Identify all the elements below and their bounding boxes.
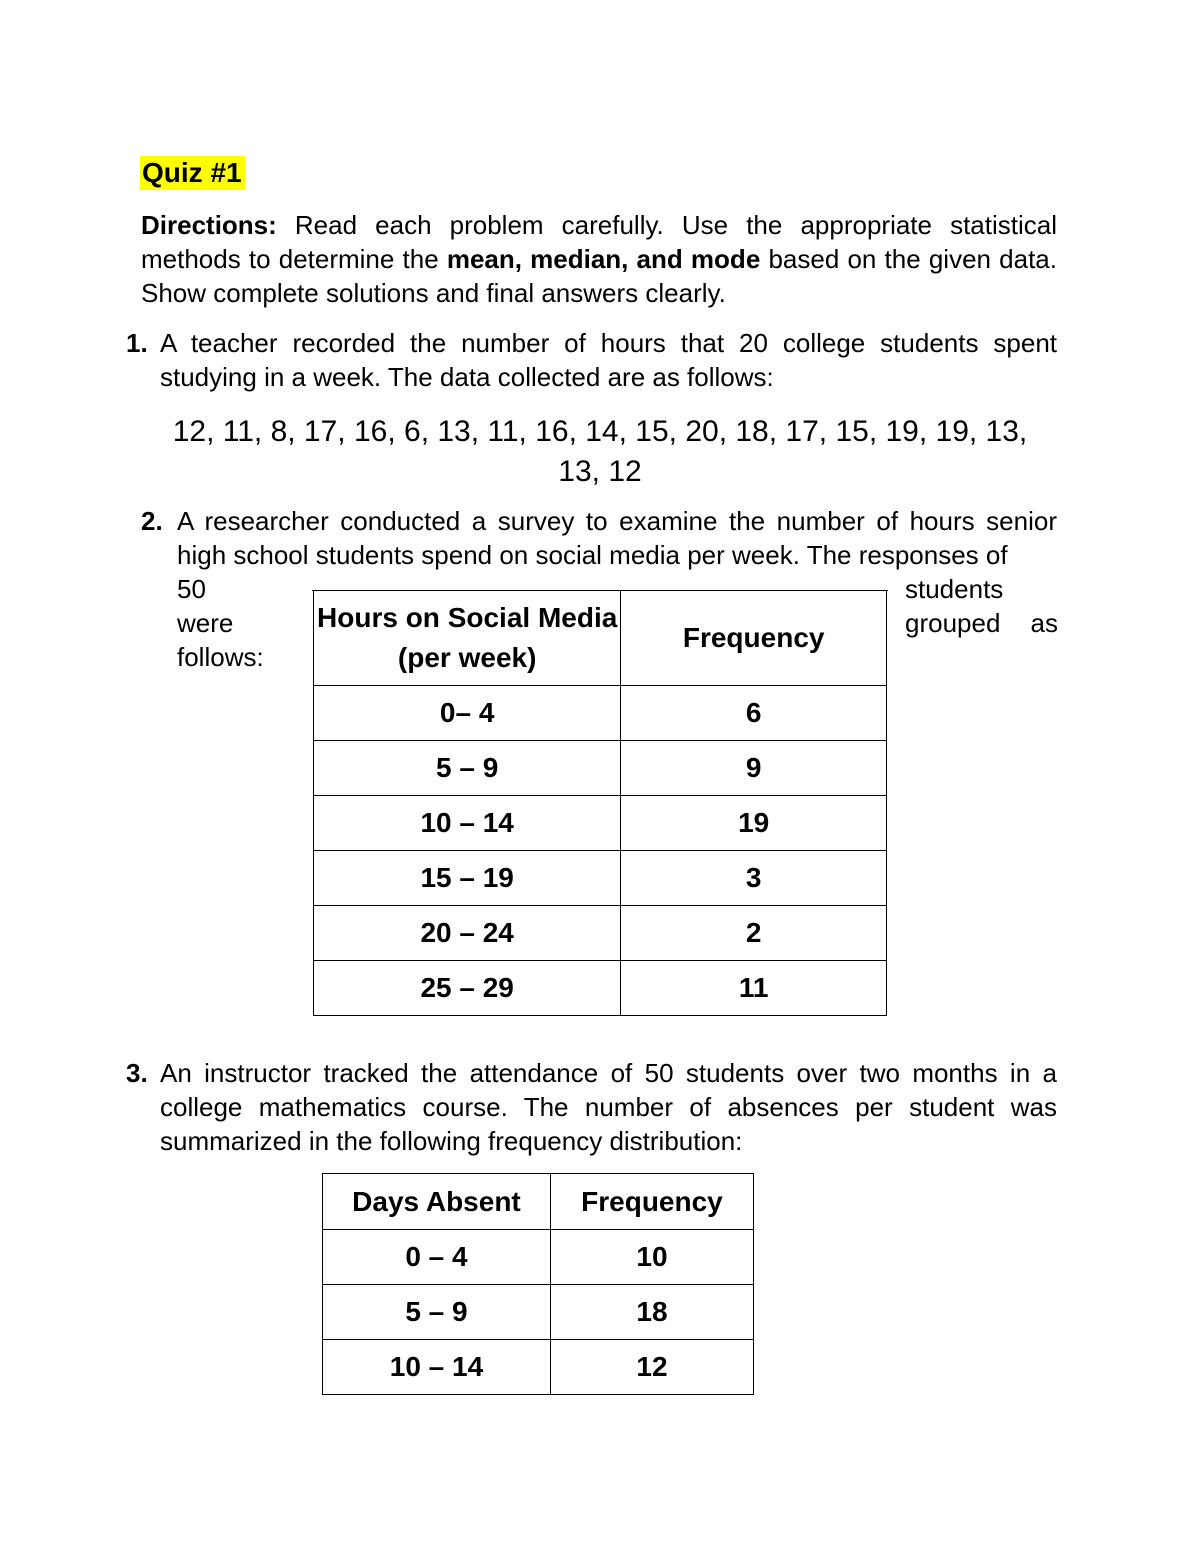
directions-text-1: Read each problem carefully. Use the appropriate statistical methods to determine the xyxy=(141,210,1057,274)
frequency-cell: 2 xyxy=(621,906,887,961)
table-row xyxy=(323,1340,754,1395)
frequency-cell: 6 xyxy=(621,686,887,741)
table-row xyxy=(314,851,887,906)
column-header-hours: Hours on Social Media (per week) xyxy=(314,591,621,686)
directions-label: Directions: xyxy=(141,210,277,240)
table-row xyxy=(323,1230,754,1285)
quiz-title: Quiz #1 xyxy=(140,156,245,190)
directions-emphasis: mean, median, and mode xyxy=(446,244,761,274)
q3-text: An instructor tracked the attendance of 50 students over two months in a college mathematics course. The number of absences per student was summarized in the following frequency distribution: xyxy=(160,1058,1057,1156)
class-interval-cell: 10 – 14 xyxy=(323,1340,551,1395)
frequency-cell: 18 xyxy=(550,1285,753,1340)
class-interval-cell: 25 – 29 xyxy=(314,961,621,1016)
frequency-cell: 12 xyxy=(550,1340,753,1395)
q2-left-word-1: 50 xyxy=(177,574,206,604)
table-row xyxy=(314,741,887,796)
class-interval-cell: 0 – 4 xyxy=(323,1230,551,1285)
column-header-days-absent: Days Absent xyxy=(323,1174,551,1230)
frequency-cell: 9 xyxy=(621,741,887,796)
class-interval-cell: 10 – 14 xyxy=(314,796,621,851)
directions-paragraph xyxy=(141,208,1057,310)
q2-wrapped-text-left xyxy=(177,572,264,674)
q1-number: 1. xyxy=(126,328,148,358)
q1-data-set xyxy=(140,412,1060,492)
q2-right-word-2: grouped xyxy=(905,608,1001,638)
frequency-cell: 11 xyxy=(621,961,887,1016)
q2-left-word-2: were xyxy=(177,608,234,638)
frequency-cell: 19 xyxy=(621,796,887,851)
table-row xyxy=(314,796,887,851)
table-header-row xyxy=(314,591,887,686)
directions-text-2: based on the given data. Show complete solutions and final answers clearly. xyxy=(141,244,1057,308)
class-interval-cell: 0– 4 xyxy=(314,686,621,741)
table-row xyxy=(314,906,887,961)
q2-right-word-3: as xyxy=(1030,608,1058,638)
q2-wrapped-text-right xyxy=(905,572,1058,640)
q2-text: A researcher conducted a survey to examine the number of hours senior high school students spend on social media per week. The responses of xyxy=(177,506,1057,570)
q1-text: A teacher recorded the number of hours that 20 college students spent studying in a week. The data collected are as follows: xyxy=(160,328,1057,392)
class-interval-cell: 5 – 9 xyxy=(314,741,621,796)
column-header-frequency: Frequency xyxy=(550,1174,753,1230)
class-interval-cell: 20 – 24 xyxy=(314,906,621,961)
class-interval-cell: 5 – 9 xyxy=(323,1285,551,1340)
frequency-cell: 3 xyxy=(621,851,887,906)
q2-number: 2. xyxy=(141,506,163,536)
q2-right-word-1: students xyxy=(905,574,1004,604)
q2-left-word-3: follows: xyxy=(177,642,264,672)
absences-frequency-table xyxy=(322,1173,754,1395)
table-row xyxy=(314,686,887,741)
q1-data-line-1: 12, 11, 8, 17, 16, 6, 13, 11, 16, 14, 15, 20, 18, 17, 15, 19, 19, 13, xyxy=(172,415,1028,448)
frequency-cell: 10 xyxy=(550,1230,753,1285)
q1-data-line-2: 13, 12 xyxy=(558,455,642,488)
table-row xyxy=(323,1285,754,1340)
social-media-frequency-table xyxy=(313,590,887,1016)
table-header-row xyxy=(323,1174,754,1230)
q3-number: 3. xyxy=(126,1058,148,1088)
q2-right-line-2 xyxy=(905,606,1058,640)
column-header-frequency: Frequency xyxy=(621,591,887,686)
class-interval-cell: 15 – 19 xyxy=(314,851,621,906)
table-row xyxy=(314,961,887,1016)
